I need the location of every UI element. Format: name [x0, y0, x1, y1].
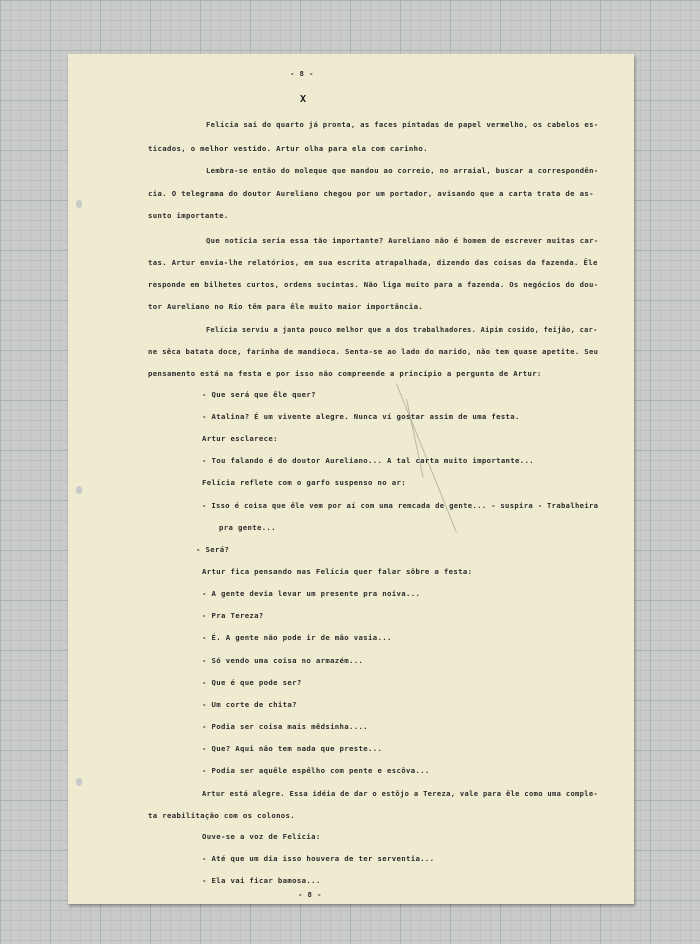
text-line: ticados, o melhor vestido. Artur olha para ela com carinho. — [148, 144, 428, 153]
text-line: - Podia ser coisa mais mêdsinha.... — [202, 722, 369, 731]
page-number-bottom: - 8 - — [298, 890, 322, 899]
text-line: Que notícia seria essa tão importante? Aureliano não é homem de escrever muitas car- — [206, 236, 599, 245]
text-line: ta reabilitação com os colonos. — [148, 811, 296, 820]
text-line: Artur está alegre. Essa idéia de dar o estôjo a Tereza, vale para êle como uma comple- — [202, 789, 599, 798]
typewritten-page — [68, 54, 634, 904]
text-line: - Que será que êle quer? — [202, 390, 316, 399]
text-line: Artur esclarece: — [202, 434, 278, 443]
text-line: - Ela vai ficar bamosa... — [202, 876, 321, 885]
text-line: - Só vendo uma coisa no armazém... — [202, 656, 364, 665]
text-line: ne sêca batata doce, farinha de mandioca. Senta-se ao lado do marido, não tem quase apetite. Seu — [148, 347, 599, 356]
text-line: - Podia ser aquêle espêlho com pente e escôva... — [202, 766, 430, 775]
text-line: cia. O telegrama do doutor Aureliano chegou por um portador, avisando que a carta trata de as- — [148, 189, 594, 198]
text-line: Lembra-se então do moleque que mandou ao correio, no arraial, buscar a correspondên- — [206, 166, 599, 175]
chapter-heading: X — [300, 94, 307, 105]
punch-hole — [76, 200, 82, 208]
punch-hole — [76, 486, 82, 494]
text-line: - Atalina? É um vivente alegre. Nunca ví gostar assim de uma festa. — [202, 412, 520, 421]
text-line: - Tou falando é do doutor Aureliano... A tal carta muito importante... — [202, 456, 535, 465]
text-line: - É. A gente não pode ir de mão vasia... — [202, 633, 392, 642]
text-line: Felícia reflete com o garfo suspenso no ar: — [202, 478, 406, 487]
text-line: - A gente devia levar um presente pra noiva... — [202, 589, 421, 598]
text-line: sunto importante. — [148, 211, 229, 220]
text-line: - Até que um dia isso houvera de ter serventia... — [202, 854, 435, 863]
text-line: - Isso é coisa que êle vem por aí com uma remcada de gente... - suspira - Trabalheira — [202, 501, 599, 510]
text-line: pra gente... — [219, 523, 276, 532]
text-line: - Que? Aqui não tem nada que preste... — [202, 744, 383, 753]
text-line: - Será? — [196, 545, 230, 554]
text-line: - Um corte de chita? — [202, 700, 297, 709]
text-line: pensamento está na festa e por isso não compreende a princípio a pergunta de Artur: — [148, 369, 542, 378]
text-line: Felícia serviu a janta pouco melhor que a dos trabalhadores. Aipim cosido, feijão, car- — [206, 325, 598, 334]
text-line: Ouve-se a voz de Felícia: — [202, 832, 321, 841]
text-line: - Que é que pode ser? — [202, 678, 302, 687]
punch-hole — [76, 778, 82, 786]
page-number-top: - 8 - — [290, 69, 314, 78]
text-line: tas. Artur envia-lhe relatórios, em sua escrita atrapalhada, dizendo das coisas da fazenda. Êle — [148, 258, 598, 267]
text-line: Felícia sai do quarto já pronta, as faces pintadas de papel vermelho, os cabelos es- — [206, 120, 599, 129]
text-line: Artur fica pensando mas Felícia quer falar sôbre a festa: — [202, 567, 473, 576]
text-line: tor Aureliano no Rio têm para êle muito maior importância. — [148, 302, 424, 311]
text-line: responde em bilhetes curtos, ordens sucintas. Não liga muito para a fazenda. Os negócios do dou- — [148, 280, 599, 289]
text-line: - Pra Tereza? — [202, 611, 264, 620]
